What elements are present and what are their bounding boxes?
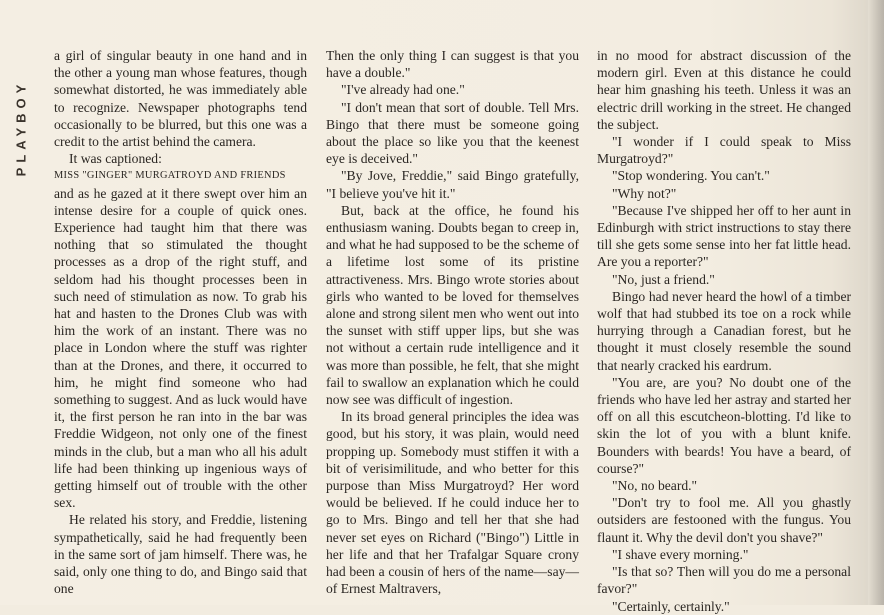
paragraph: "Stop wondering. You can't."	[612, 168, 770, 184]
paragraph: "Is that so? Then will you do me a personal favor?"	[597, 564, 851, 597]
paragraph: "Because I've shipped her off to her aunt in Edinburgh with strict instructions to stay there till she gets some sense into her fat little head. Are you a reporter?"	[597, 202, 851, 270]
paragraph: "I shave every morning."	[612, 546, 749, 562]
paragraph: "I don't mean that sort of double. Tell Mrs. Bingo that there must be someone going about the place so like you that the keenest eye is deceived."	[326, 99, 579, 167]
paragraph: "Don't try to fool me. All you ghastly outsiders are festooned with the fungus. You flaunt it. Why the devil don't you shave?"	[597, 495, 851, 545]
text-column-2	[326, 47, 579, 598]
paragraph: a girl of singular beauty in one hand and in the other a young man whose features, though somewhat distorted, he was immediately able to recognize. Newspaper photographs tend occasionally to be blurred, but this one was a credit to the artist behind the camera.	[54, 48, 307, 150]
paragraph: "I've already had one."	[341, 82, 465, 98]
running-head-text: PLAYBOY	[13, 79, 29, 177]
paragraph: In its broad general principles the idea was good, but his story, it was plain, would need propping up. Somebody must stiffen it with a bit of verisimilitude, and who better for this purpose than Miss Murgatroyd? Her word would be believed. If he could induce her to go to Mrs. Bingo and tell her that she had never set eyes on Richard ("Bingo") Little in her life and that her Trafalgar Square crony had been a cousin of hers of the name—say—of Ernest Maltravers,	[326, 409, 579, 597]
column-1-paragraphs-before	[54, 47, 307, 167]
paragraph: "No, just a friend."	[612, 271, 715, 287]
page-gutter	[868, 0, 884, 605]
paragraph: "By Jove, Freddie," said Bingo gratefully, "I believe you've hit it."	[326, 168, 579, 201]
text-column-3	[597, 47, 851, 615]
paragraph: Bingo had never heard the howl of a timber wolf that had stubbed its toe on a rock while hurrying through a Canadian forest, but he thought it must closely resemble the sound that nearly cracked his eardrum.	[597, 288, 851, 373]
paragraph: It was captioned:	[69, 151, 162, 167]
paragraph: He related his story, and Freddie, listening sympathetically, said he had frequently been in the same sort of jam himself. There was, he said, only one thing to do, and Bingo said that one	[54, 512, 307, 597]
paragraph: "I wonder if I could speak to Miss Murgatroyd?"	[597, 134, 851, 167]
paragraph: But, back at the office, he found his enthusiasm waning. Doubts began to creep in, and what he had supposed to be the scheme of a lifetime lost some of its pristine attractiveness. Mrs. Bingo wrote stories about girls who wanted to be loved for themselves alone and strong silent men who went out into the sunset with stiff upper lips, but she was not without a certain rude intelligence and it was more than possible, he felt, that she might fail to swallow an explanation which he could now see was difficult of ingestion.	[326, 202, 579, 408]
running-head	[9, 58, 33, 198]
paragraph: "Certainly, certainly."	[612, 598, 730, 614]
text-column-1	[54, 47, 307, 598]
paragraph: in no mood for abstract discussion of the modern girl. Even at this distance he could hear him gnashing his teeth. Unless it was an electric drill working in the street. He changed the subject.	[597, 48, 851, 132]
paragraph: "Why not?"	[612, 185, 677, 201]
photo-caption: MISS "GINGER" MURGATROYD AND FRIENDS	[54, 170, 286, 182]
paragraph: "You are, are you? No doubt one of the friends who have led her astray and started her off on all this escutcheon-blotting. I'd like to skin the lot of you with a blunt knife. Bounders with beards! You have a beard, of course?"	[597, 374, 851, 476]
paragraph: "No, no beard."	[612, 478, 698, 494]
paragraph: and as he gazed at it there swept over him an intense desire for a couple of quick ones. Experience had taught him that there was nothing that so stimulated the thought processes as a drop of the right stuff, and seldom had his thought processes been in such need of stimulation as now. To grab his hat and hasten to the Drones Club was with him the work of an instant. There was no place in London where the stuff was righter than at the Drones, and there, it occurred to him, he might find someone who had something to suggest. And as luck would have it, the first person he ran into in the bar was Freddie Widgeon, not only one of the finest minds in the club, but a man who all his adult life had been thinking up ingenious ways of getting himself out of trouble with the other sex.	[54, 185, 307, 511]
paragraph: Then the only thing I can suggest is that you have a double."	[326, 48, 579, 81]
column-1-paragraphs-after	[54, 185, 307, 598]
